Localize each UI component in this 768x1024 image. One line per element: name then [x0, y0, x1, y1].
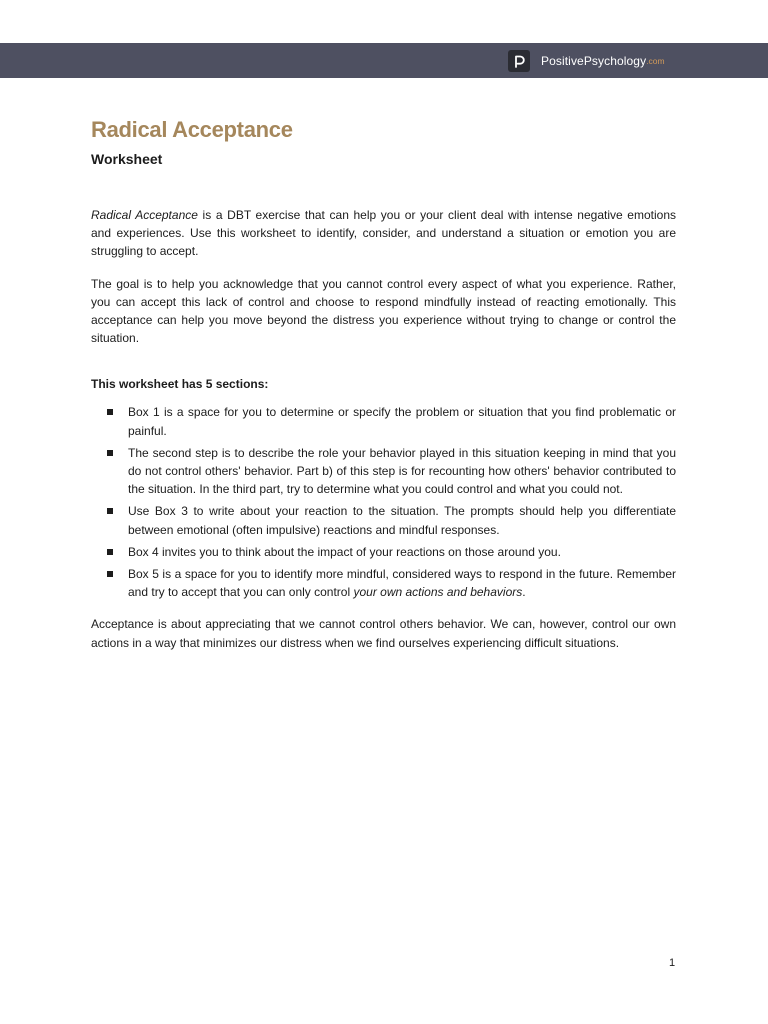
list-item	[91, 403, 676, 439]
goal-paragraph: The goal is to help you acknowledge that you cannot control every aspect of what you experience. Rather, you can accept this lack of control and choose to respond mindfully instead of reacting emotionally. This acceptance can help you move beyond the distress you experience without trying to change or control the situation.	[91, 276, 676, 346]
list-item	[91, 502, 676, 538]
positive-psychology-logo-icon	[508, 50, 530, 72]
intro-paragraph	[91, 206, 676, 261]
list-item-text: Box 5 is a space for you to identify more mindful, considered ways to respond in the future. Remember and try to accept that you can only control	[128, 567, 676, 600]
list-item	[91, 565, 676, 601]
sections-list	[91, 403, 676, 601]
list-item-text: Box 4 invites you to think about the impact of your reactions on those around you.	[128, 544, 561, 559]
closing-paragraph: Acceptance is about appreciating that we cannot control others behavior. We can, however, control our own actions in a way that minimizes our distress when we find ourselves experiencing difficult situations.	[91, 617, 676, 650]
intro-text: is a DBT exercise that can help you or your client deal with intense negative emotions and experiences. Use this worksheet to identify, consider, and understand a situation or emotion you are struggling to accept.	[91, 208, 677, 259]
list-item	[91, 444, 676, 499]
list-item-text: Box 1 is a space for you to determine or specify the problem or situation that you find problematic or painful.	[128, 405, 676, 438]
brand-name: PositivePsychology	[541, 54, 647, 68]
page-number: 1	[669, 957, 676, 969]
header-bar	[0, 43, 768, 78]
page-title: Radical Acceptance	[91, 117, 293, 142]
page-subtitle: Worksheet	[91, 151, 163, 167]
list-item-italic: your own actions and behaviors	[353, 585, 523, 600]
list-item	[91, 543, 676, 561]
list-item-text: The second step is to describe the role your behavior played in this situation keeping in mind that you do not control others' behavior. Part b) of this step is for recounting how others' behavior contributed to the situation. In the third part, try to determine what you could control and what you could not.	[128, 445, 676, 497]
brand-suffix: .com	[646, 56, 665, 66]
square-bullet-icon	[107, 571, 113, 577]
worksheet-page	[91, 114, 676, 652]
brand[interactable]	[508, 50, 665, 72]
square-bullet-icon	[107, 508, 113, 514]
list-item-text: Use Box 3 to write about your reaction to the situation. The prompts should help you differentiate between emotional (often impulsive) reactions and mindful responses.	[128, 504, 676, 537]
sections-heading: This worksheet has 5 sections:	[91, 377, 269, 392]
square-bullet-icon	[107, 409, 113, 415]
square-bullet-icon	[107, 450, 113, 456]
square-bullet-icon	[107, 549, 113, 555]
list-item-tail: .	[522, 585, 526, 600]
intro-italic-lead: Radical Acceptance	[91, 208, 198, 222]
